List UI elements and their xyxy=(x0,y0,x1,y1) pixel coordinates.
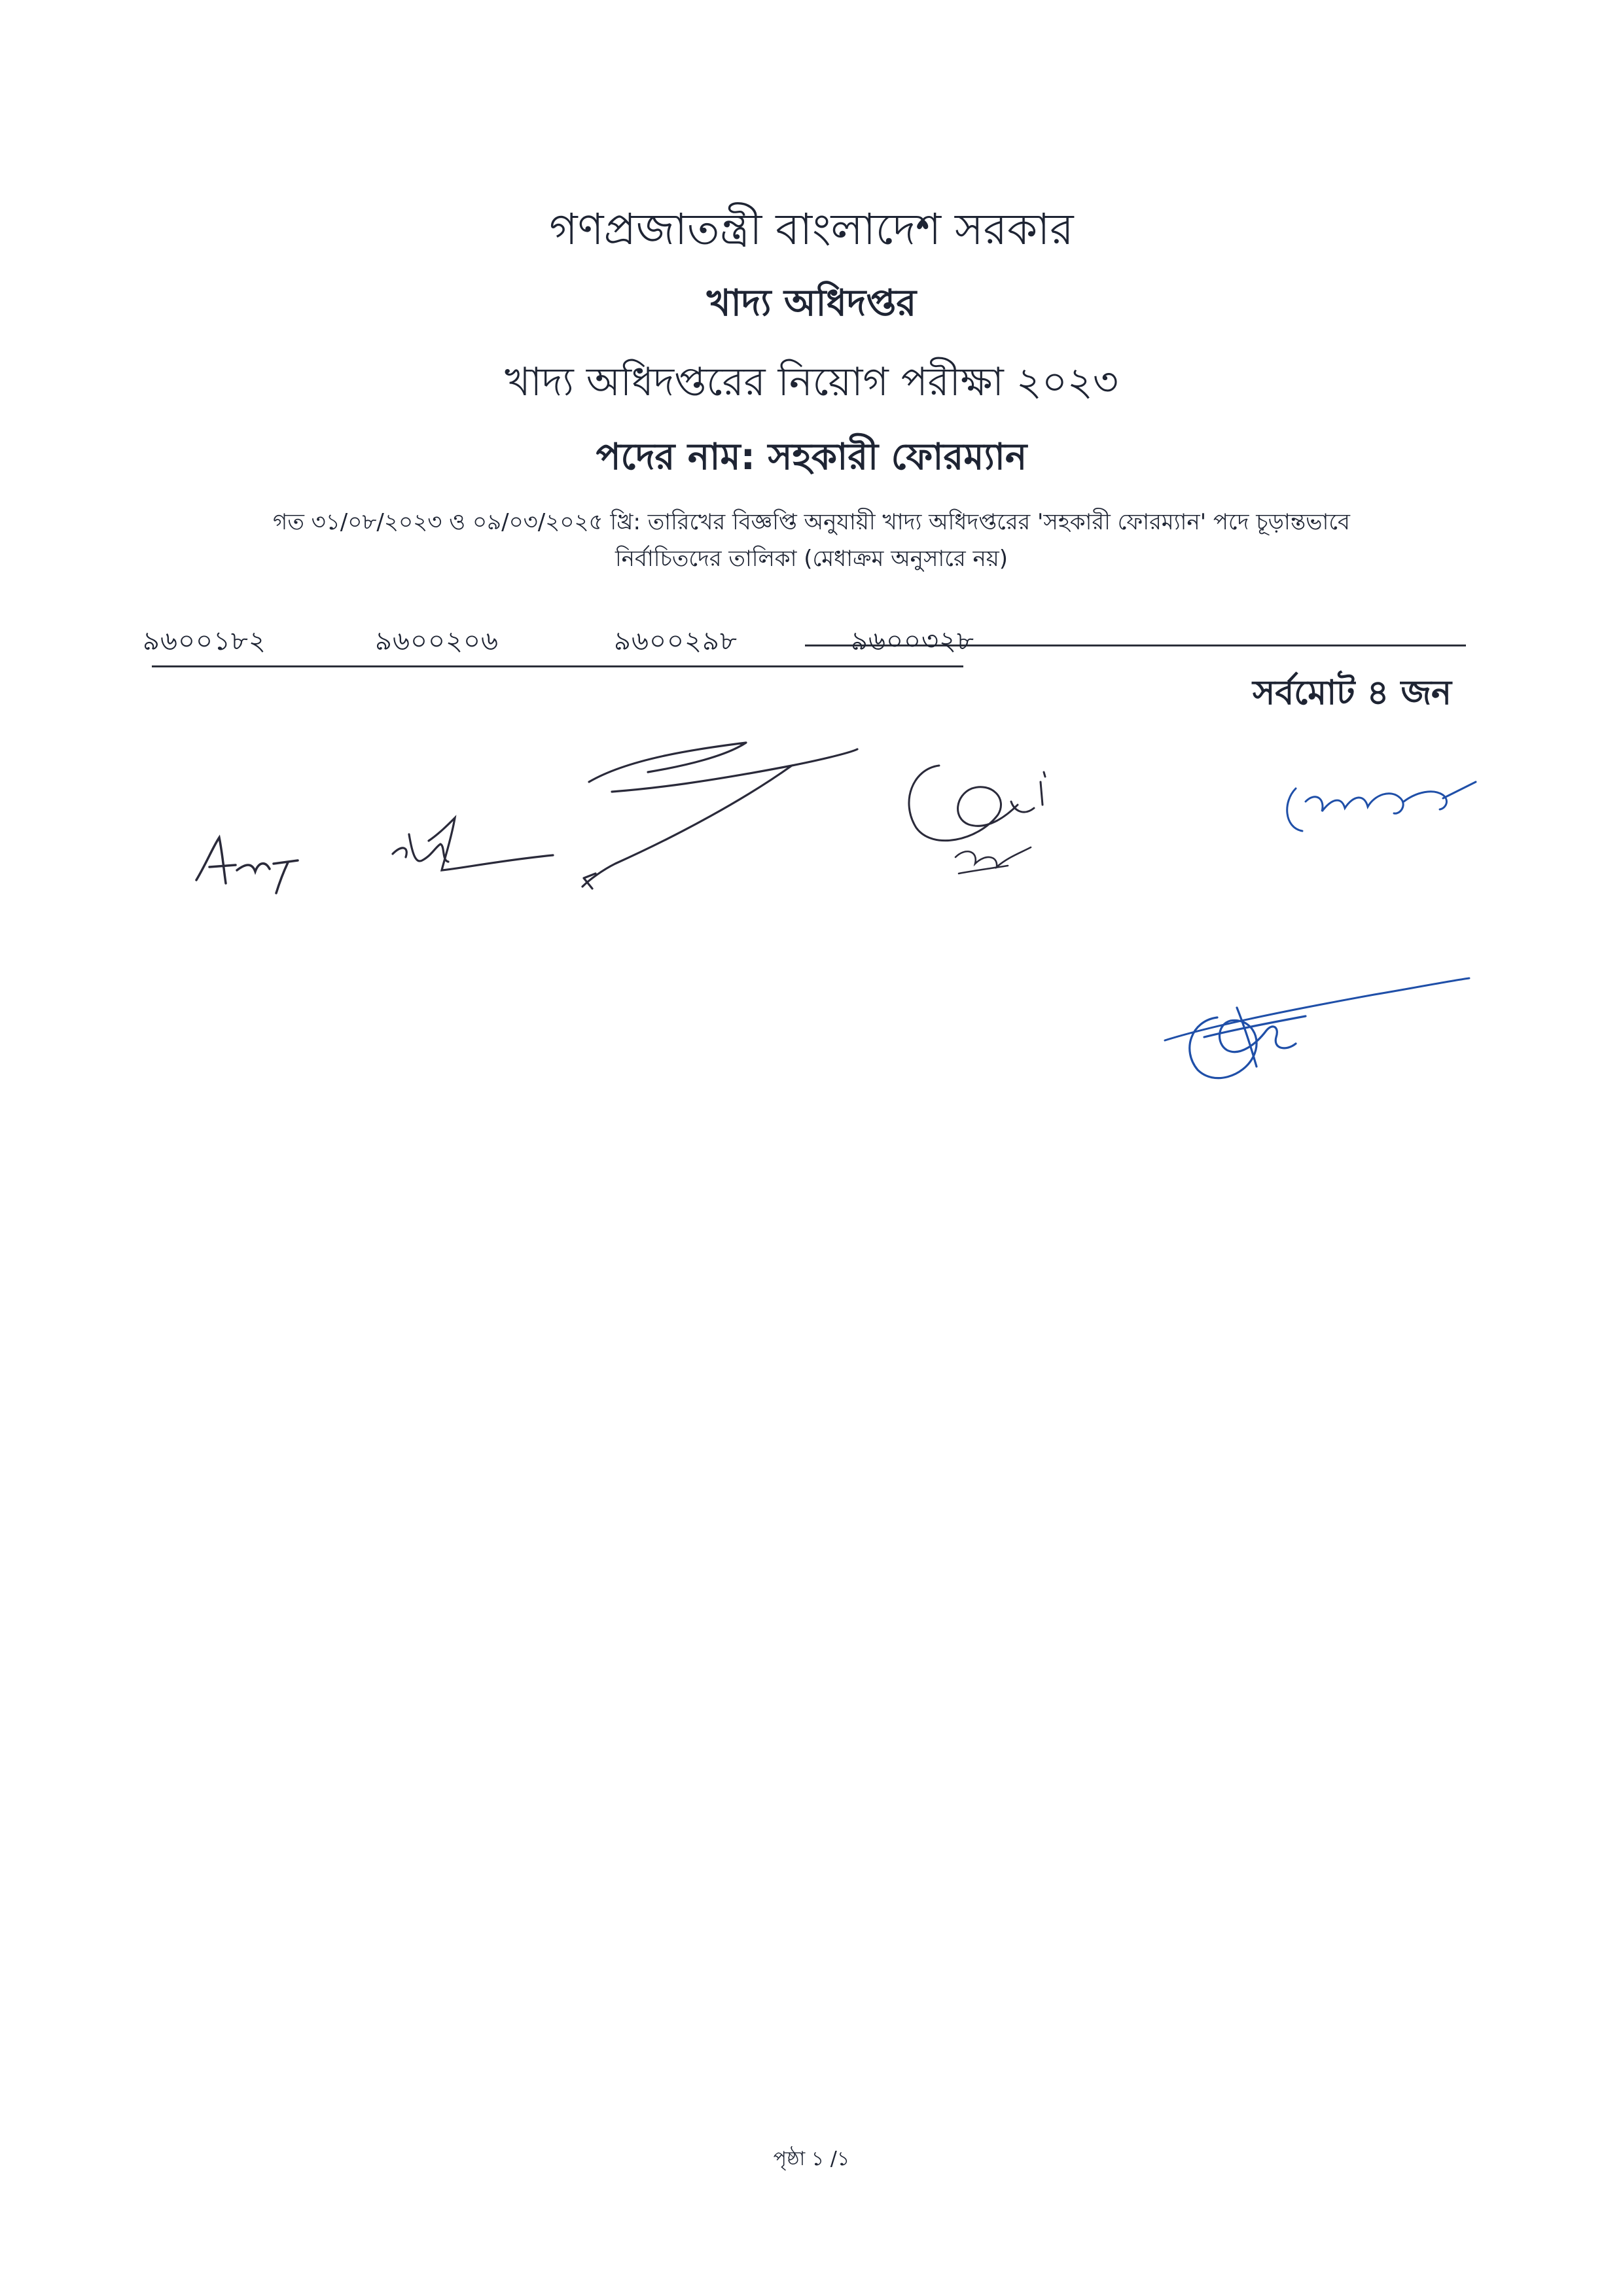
signature-2 xyxy=(383,808,560,887)
signature-1 xyxy=(190,824,340,896)
government-title: গণপ্রজাতন্ত্রী বাংলাদেশ সরকার xyxy=(549,204,1074,255)
total-count: সর্বমোট ৪ জন xyxy=(1253,673,1452,713)
roll-number: ৯৬০০৩২৮ xyxy=(851,626,974,656)
department-title: খাদ্য অধিদপ্তর xyxy=(706,282,917,325)
roll-number: ৯৬০০১৮২ xyxy=(143,626,266,656)
notice-line-2: নির্বাচিতদের তালিকা (মেধাক্রম অনুসারে নয়) xyxy=(615,546,1008,572)
roll-number: ৯৬০০২৯৮ xyxy=(614,626,738,656)
divider-line xyxy=(152,665,963,667)
post-title: পদের নাম: সহকারী ফোরম্যান xyxy=(596,436,1027,478)
notice-line-1: গত ৩১/০৮/২০২৩ ও ০৯/০৩/২০২৫ খ্রি: তারিখের বিজ্ঞপ্তি অনুযায়ী খাদ্য অধিদপ্তরের 'সহকারী ফোরম্যান' পদে চূড়ান্তভাবে xyxy=(273,509,1350,535)
page-number: পৃষ্ঠা ১ /১ xyxy=(773,2147,850,2170)
roll-number: ৯৬০০২০৬ xyxy=(375,626,499,656)
signature-6 xyxy=(1158,945,1472,1089)
signature-3 xyxy=(576,720,864,890)
exam-title: খাদ্য অধিদপ্তরের নিয়োগ পরীক্ষা ২০২৩ xyxy=(505,359,1118,405)
signature-5 xyxy=(1276,762,1479,847)
signature-4 xyxy=(893,743,1070,893)
